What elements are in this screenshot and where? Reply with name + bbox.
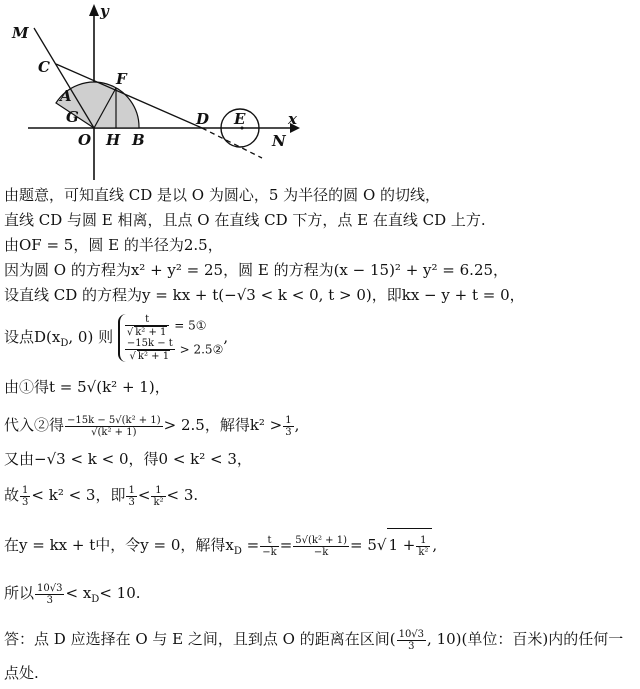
label-N: N bbox=[272, 132, 286, 150]
l8-fnum: 1 bbox=[285, 414, 292, 426]
l11-sub: D bbox=[233, 546, 242, 557]
l11-f3n: 1 bbox=[416, 535, 430, 547]
label-y: y bbox=[100, 2, 109, 20]
label-F: F bbox=[116, 70, 127, 88]
solution-line-14: 点处. bbox=[4, 664, 39, 682]
l8-frac bbox=[65, 415, 163, 438]
solution-line-8 bbox=[4, 410, 299, 440]
solution-line-13 bbox=[4, 624, 623, 654]
sys2-den: k² + 1 bbox=[137, 351, 170, 362]
sys1-den-wrap: √ k² + 1 bbox=[126, 327, 167, 338]
sys2-num: −15k − t bbox=[126, 338, 173, 349]
solution-line-5: 设直线 CD 的方程为y = kx + t(−√3 < k < 0, t > 0)，即kx − y + t = 0， bbox=[4, 286, 525, 304]
l13-fn: 10√3 bbox=[398, 628, 425, 640]
l10-f1n: 1 bbox=[22, 484, 29, 496]
l11-f3d: k² bbox=[418, 546, 429, 558]
l13-a: 答：点 D 应选择在 O 与 E 之间，且到点 O 的距离在区间( bbox=[4, 630, 396, 648]
label-D: D bbox=[196, 110, 210, 128]
solution-line-12 bbox=[4, 578, 141, 615]
sys1-rhs: = 5① bbox=[174, 318, 207, 333]
solution-line-9: 又由−√3 < k < 0，得0 < k² < 3， bbox=[4, 450, 252, 468]
l10-b: < k² < 3，即 bbox=[31, 486, 126, 504]
l11-e: , bbox=[432, 536, 438, 554]
l11-sqrt-a: 1 + bbox=[388, 536, 416, 554]
l12-fn: 10√3 bbox=[37, 582, 63, 594]
l10-f2d: 3 bbox=[128, 496, 135, 508]
sys2-rhs: > 2.5② bbox=[179, 342, 224, 357]
l12-fd: 3 bbox=[46, 594, 53, 606]
l11-sqrt bbox=[387, 528, 432, 561]
l11-frac1 bbox=[260, 535, 278, 558]
l6-sub: D bbox=[60, 338, 69, 349]
l11-c: = bbox=[279, 536, 293, 554]
l11-f1n: t bbox=[260, 535, 278, 547]
l10-f2n: 1 bbox=[128, 484, 135, 496]
l11-f1d: −k bbox=[262, 546, 277, 558]
equation-system bbox=[118, 314, 223, 362]
l12-a: 所以 bbox=[4, 584, 35, 602]
l10-f3d: k² bbox=[153, 496, 164, 508]
label-x: x bbox=[288, 110, 297, 128]
l11-f2n: 5√(k² + 1) bbox=[295, 534, 347, 546]
l8-den: √(k² + 1) bbox=[91, 426, 137, 438]
sys1-num: t bbox=[125, 314, 170, 326]
label-B: B bbox=[132, 131, 145, 149]
line-MD bbox=[34, 28, 94, 128]
system-row-2 bbox=[124, 338, 223, 362]
l6-prefix: 设点D(x bbox=[4, 328, 61, 346]
l11-d: = 5 bbox=[349, 536, 377, 554]
sys1-den: k² + 1 bbox=[135, 327, 167, 338]
l8-num: −15k − 5√(k² + 1) bbox=[67, 414, 161, 426]
l11-a: 在y = kx + t中，令y = 0，解得x bbox=[4, 536, 234, 554]
l12-c: < 10. bbox=[99, 584, 141, 602]
l12-sub: D bbox=[91, 594, 100, 605]
y-axis-arrow-icon bbox=[89, 4, 99, 16]
solution-line-11: 在y = kx + t中，令y = 0，解得$x_D$ = $\frac{t}{-k}$ = $\frac{\text{5√(k² + 1)}}{-k}$ = 5√ 1 + $\frac{1}{\text{k²}}$ , bbox=[4, 528, 437, 568]
l13-frac bbox=[397, 629, 426, 652]
l11-b: = bbox=[246, 536, 260, 554]
l8-fden: 3 bbox=[285, 426, 292, 438]
l8-mid: > 2.5，解得k² > bbox=[163, 416, 283, 434]
solution-line-2: 直线 CD 与圆 E 相离，且点 O 在直线 CD 下方，点 E 在直线 CD 上方. bbox=[4, 211, 486, 229]
l8-prefix: 代入②得 bbox=[4, 416, 65, 434]
l11-frac2 bbox=[293, 535, 349, 558]
solution-line-6 bbox=[4, 313, 228, 368]
label-A: A bbox=[60, 87, 72, 105]
l12-frac bbox=[35, 583, 64, 606]
label-M: M bbox=[12, 24, 29, 42]
solution-line-10 bbox=[4, 480, 198, 510]
l10-f3n: 1 bbox=[151, 485, 165, 497]
sys2-frac bbox=[125, 338, 175, 362]
label-G: G bbox=[66, 108, 79, 126]
l8-end: , bbox=[294, 416, 300, 434]
system-row-1 bbox=[124, 314, 223, 338]
label-C: C bbox=[38, 58, 50, 76]
l10-f1d: 3 bbox=[22, 496, 29, 508]
l10-frac3 bbox=[151, 485, 165, 508]
dashed-extension bbox=[202, 128, 262, 158]
solution-line-3: 由OF = 5，圆 E 的半径为2.5， bbox=[4, 236, 223, 254]
l13-b: , 10)(单位：百米)内的任何一 bbox=[427, 630, 624, 648]
label-O: O bbox=[78, 131, 92, 149]
l10-frac1 bbox=[20, 485, 30, 508]
l11-frac3 bbox=[416, 535, 430, 558]
solution-line-7: 由①得t = 5√(k² + 1)， bbox=[4, 378, 170, 396]
label-E: E bbox=[234, 110, 246, 128]
sys2-den-wrap: √ k² + 1 bbox=[129, 351, 170, 362]
l13-fd: 3 bbox=[408, 640, 415, 652]
l10-d: < 3. bbox=[166, 486, 199, 504]
l11-f2d: −k bbox=[313, 546, 329, 558]
geometry-figure bbox=[0, 0, 310, 182]
solution-line-1: 由题意，可知直线 CD 是以 O 为圆心，5 为半径的圆 O 的切线， bbox=[4, 186, 441, 204]
label-H: H bbox=[106, 131, 121, 149]
l6-suffix: , bbox=[223, 328, 229, 346]
l10-c: < bbox=[137, 486, 151, 504]
l10-a: 故 bbox=[4, 486, 20, 504]
sys1-frac bbox=[125, 314, 170, 338]
l6-mid: , 0) 则 bbox=[68, 328, 114, 346]
solution-line-4: 因为圆 O 的方程为x² + y² = 25，圆 E 的方程为(x − 15)² + y² = 6.25， bbox=[4, 261, 509, 279]
l10-frac2 bbox=[126, 485, 136, 508]
l12-b: < x bbox=[65, 584, 92, 602]
l8-frac2 bbox=[283, 415, 293, 438]
